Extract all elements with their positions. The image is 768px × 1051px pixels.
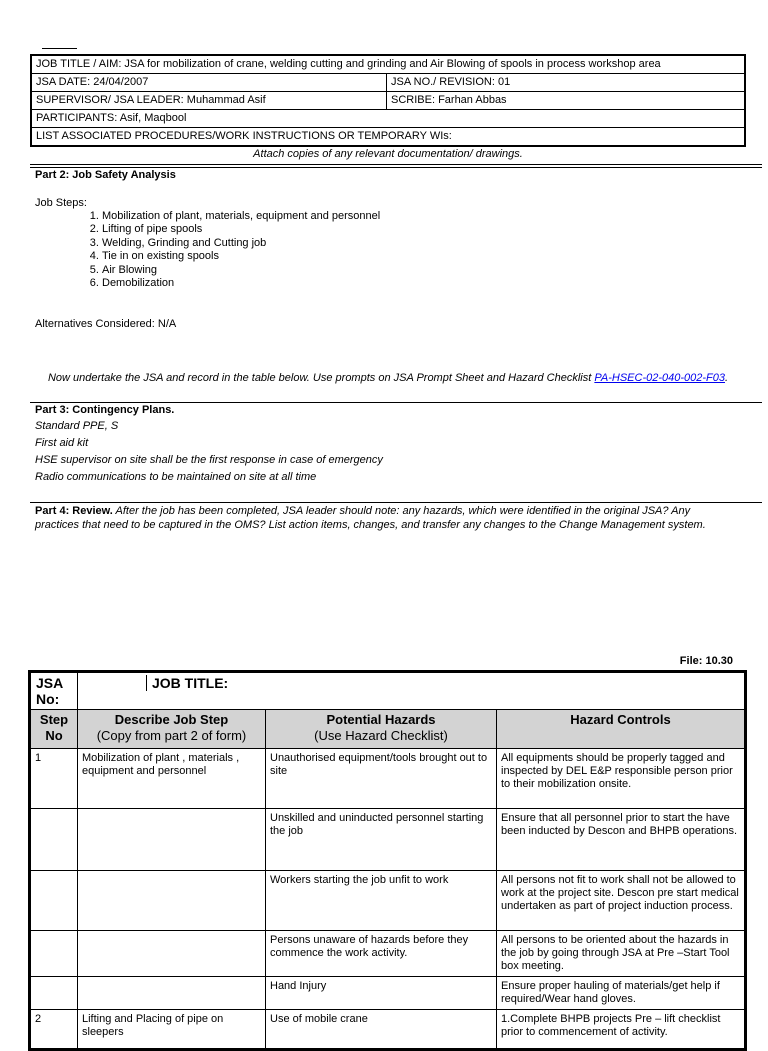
control-cell: 1.Complete BHPB projects Pre – lift checklist prior to commencement of activity. [497,1010,746,1050]
job-step-item: 6. Demobilization [102,277,380,290]
divider [30,167,762,168]
controls-header [497,710,746,749]
top-rule [42,48,77,49]
procedures-cell: LIST ASSOCIATED PROCEDURES/WORK INSTRUCTIONS OR TEMPORARY WIs: [31,128,745,147]
step-no-cell [30,977,78,1010]
hazard-cell: Persons unaware of hazards before they commence the work activity. [266,931,497,977]
control-cell: All equipments should be properly tagged and inspected by DEL E&P responsible person prior to their mobilization onsite. [497,749,746,809]
step-cell [78,931,266,977]
step-no-cell [30,871,78,931]
jsa-date-cell: JSA DATE: 24/04/2007 [31,74,387,92]
alternatives-considered: Alternatives Considered: N/A [35,318,177,330]
table-row [30,871,746,931]
controls-header-text: Hazard Controls [570,712,671,727]
step-no-cell: 2 [30,1010,78,1050]
step-header-b: No [45,728,63,743]
jsa-no-label: JSA No: [30,672,78,710]
hazards-header [266,710,497,749]
hazard-cell: Workers starting the job unfit to work [266,871,497,931]
divider [30,502,762,503]
table-row [30,749,746,809]
hazards-header-b: (Use Hazard Checklist) [314,728,448,743]
hazard-cell: Unskilled and uninducted personnel starting the job [266,809,497,871]
participants-cell: PARTICIPANTS: Asif, Maqbool [31,110,745,128]
part4-title: Part 4: Review. [35,505,113,517]
control-cell: Ensure proper hauling of materials/get help if required/Wear hand gloves. [497,977,746,1010]
jsa-table [28,670,747,1051]
supervisor-cell: SUPERVISOR/ JSA LEADER: Muhammad Asif [31,92,387,110]
divider [30,164,762,165]
jsa-no-cell: JSA NO./ REVISION: 01 [387,74,746,92]
jsa-job-title-label [78,672,746,710]
step-no-cell [30,809,78,871]
contingency-line: First aid kit [35,437,89,449]
undertake-end: . [725,372,729,384]
part4-review [35,504,735,532]
control-cell: Ensure that all personnel prior to start the have been inducted by Descon and BHPB operations. [497,809,746,871]
contingency-line: Radio communications to be maintained on site at all time [35,471,317,483]
step-cell: Mobilization of plant , materials , equipment and personnel [78,749,266,809]
job-title-cell: JOB TITLE / AIM: JSA for mobilization of crane, welding cutting and grinding and Air Blowing of spools in process workshop area [31,55,745,74]
contingency-line: HSE supervisor on site shall be the first response in case of emergency [35,454,383,466]
control-cell: All persons to be oriented about the hazards in the job by going through JSA at Pre –Start Tool box meeting. [497,931,746,977]
contingency-line: Standard PPE, S [35,420,119,432]
job-step-item: 1. Mobilization of plant, materials, equipment and personnel [102,210,380,223]
attach-note: Attach copies of any relevant documentation/ drawings. [253,148,523,160]
table-row [30,1010,746,1050]
hazard-checklist-link[interactable]: PA-HSEC-02-040-002-F03 [594,372,725,384]
step-cell: Lifting and Placing of pipe on sleepers [78,1010,266,1050]
part2-title: Part 2: Job Safety Analysis [35,169,176,181]
step-header-a: Step [39,712,69,727]
scribe-cell: SCRIBE: Farhan Abbas [387,92,746,110]
hazard-cell: Use of mobile crane [266,1010,497,1050]
job-step-item: 4. Tie in on existing spools [102,250,380,263]
describe-step-header [78,710,266,749]
step-cell [78,871,266,931]
step-no-header [30,710,78,749]
hazard-cell: Unauthorised equipment/tools brought out to site [266,749,497,809]
describe-header-a: Describe Job Step [114,712,229,727]
job-step-item: 3. Welding, Grinding and Cutting job [102,237,380,250]
undertake-text: Now undertake the JSA and record in the table below. Use prompts on JSA Prompt Sheet and Hazard Checklist [47,372,595,384]
table-row [30,809,746,871]
step-cell [78,809,266,871]
job-step-item: 5. Air Blowing [102,264,380,277]
jsa-header-table [30,54,746,147]
undertake-instruction [30,372,746,385]
table-row [30,931,746,977]
job-steps-list [69,210,380,290]
hazard-cell: Hand Injury [266,977,497,1010]
hazards-header-a: Potential Hazards [326,712,436,727]
file-number: File: 10.30 [679,655,733,667]
part4-text: After the job has been completed, JSA leader should note: any hazards, which were identified in the original JSA? Any practices that need to be captured in the OMS? List action items, changes, and transfer any changes to the Change Management system. [35,505,706,531]
job-title-text: JOB TITLE: [146,675,228,691]
control-cell: All persons not fit to work shall not be allowed to work at the project site. Descon pre start medical undertaken as part of project induction process. [497,871,746,931]
divider [30,402,762,403]
table-row [30,977,746,1010]
describe-header-b: (Copy from part 2 of form) [96,728,247,743]
step-no-cell: 1 [30,749,78,809]
step-cell [78,977,266,1010]
step-no-cell [30,931,78,977]
job-steps-label: Job Steps: [35,197,87,209]
job-step-item: 2. Lifting of pipe spools [102,223,380,236]
part3-title: Part 3: Contingency Plans. [35,404,175,416]
